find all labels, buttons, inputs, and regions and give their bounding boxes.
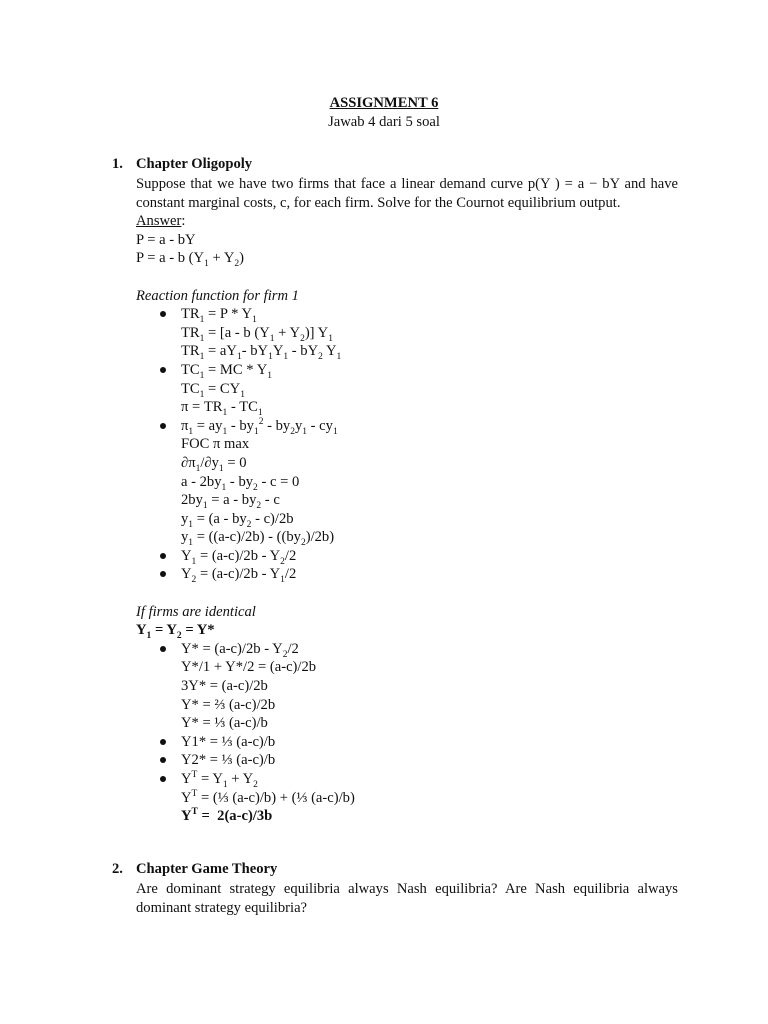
q1-title: Chapter Oligopoly (136, 156, 253, 172)
q1-heading (112, 155, 252, 173)
answer-label: Answer (136, 213, 182, 230)
answer-colon: : (181, 213, 186, 230)
equation-line: $TC_1 = CY_1$ (181, 380, 245, 400)
equation-line: Y* = ⅔ (a-c)/2b (181, 696, 276, 713)
bullet-icon (160, 776, 166, 782)
equation-line: $\pi_1 = ay_1 - by_1^2 - by_2y_1 - cy_1$ (136, 417, 678, 436)
bullet-icon (160, 757, 166, 763)
q2-number: 2. (112, 861, 123, 877)
equation-line: $TR_1 = [a - b$ $(Y_1 + Y_2)$] $Y_1$ (181, 324, 333, 344)
bullet-icon (160, 311, 166, 317)
answer-lines (136, 231, 678, 268)
reaction-function-label: Reaction function for firm 1 (136, 287, 299, 304)
equation-line: Y1* = ⅓ (a-c)/b (136, 733, 678, 752)
bullet-icon (160, 423, 166, 429)
equation-line: $y_1 = ((a-c)/2b) - ((by_2)/2b)$ (181, 529, 335, 549)
equation-line: $Y_2 = (a-c)/2b - Y_1/2$ (136, 565, 678, 584)
q1-number: 1. (112, 156, 123, 172)
equation-line: $\partial\pi_1/\partial y_1 = 0$ (181, 454, 247, 474)
identical-firms-label: If firms are identical (136, 603, 256, 620)
reaction-list (136, 305, 678, 584)
answer-label-line (136, 212, 678, 231)
bullet-icon (160, 553, 166, 559)
equation-line: Y*/1 + Y*/2 = (a-c)/2b (181, 659, 317, 676)
assignment-title: ASSIGNMENT 6 (329, 95, 439, 111)
equation-line: $Y^T = Y_1 + Y_2$ (136, 770, 678, 789)
equation-line: Y* = ⅓ (a-c)/b (181, 715, 268, 732)
equation-line: $TR_1 = P * Y_1$ (136, 305, 678, 324)
bullet-icon (160, 646, 166, 652)
spacer (136, 268, 678, 287)
identical-list (136, 640, 678, 826)
bullet-icon (160, 739, 166, 745)
equation-line: $Y^T$ = (⅓ (a-c)/b) + (⅓ (a-c)/b) (181, 788, 355, 806)
q2-question: Are dominant strategy equilibria always Nash equilibria? Are Nash equilibria always dominant strategy equilibria? (136, 881, 678, 916)
equation-line: $a - 2by_1 - by_2 - c = 0$ (181, 473, 300, 493)
equation-line: $Y* = (a-c)/2b - Y_2/2$ (136, 640, 678, 659)
equation-line: $y_1 = (a - by_2 - c)/2b$ (181, 510, 294, 530)
bullet-icon (160, 571, 166, 577)
equation-line: $Y_1 = (a-c)/2b - Y_2/2$ (136, 547, 678, 566)
q1-question: Suppose that we have two firms that face a linear demand curve p(Y ) = a − bY and have constant marginal costs, c, for each firm. Solve for the Cournot equilibrium output. (136, 176, 678, 211)
equation-line: $TC_1$ = MC * $Y_1$ (136, 361, 678, 380)
equation-line: FOC π max (181, 436, 250, 453)
bullet-icon (160, 367, 166, 373)
q1-body (136, 175, 678, 826)
answer-line: P = a - bY (136, 231, 196, 248)
equation-line: 3Y* = (a-c)/2b (181, 678, 268, 695)
q2-body (136, 880, 678, 917)
spacer (136, 584, 678, 603)
equation-line: Y2* = ⅓ (a-c)/b (136, 751, 678, 770)
q2-title: Chapter Game Theory (136, 861, 278, 877)
identical-equation: $Y_1 = Y_2 = Y*$ (136, 622, 215, 642)
answer-line: P = a - b $(Y_1 + Y_2)$ (136, 250, 244, 270)
equation-line: $Y^T = 2(a-c)/3b$ (181, 807, 273, 825)
equation-line: $2by_1 = a - by_2 - c$ (181, 492, 280, 511)
q2-heading (112, 860, 277, 878)
equation-line: $TR_1 = aY_1-$ $bY_1Y_1 - bY_2$ $Y_1$ (181, 343, 342, 363)
assignment-subtitle: Jawab 4 dari 5 soal (328, 114, 440, 130)
equation-line: $\pi = TR_1 - TC_1$ (181, 399, 263, 419)
